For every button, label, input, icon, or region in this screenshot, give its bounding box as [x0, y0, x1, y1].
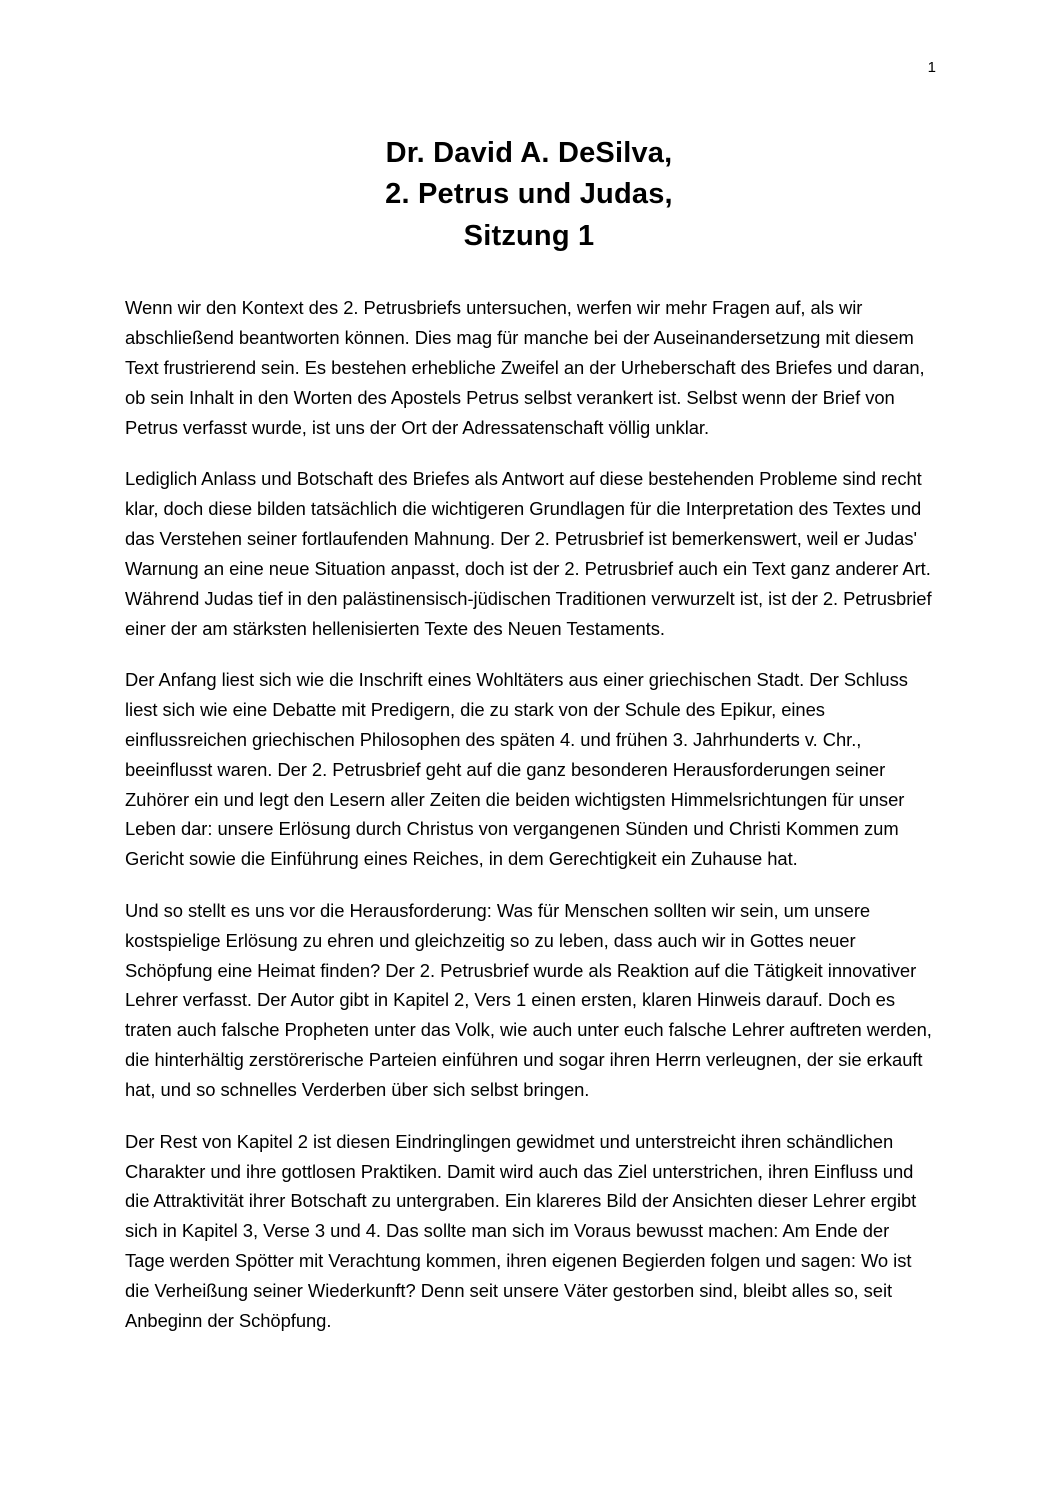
- document-body: [125, 293, 933, 1335]
- paragraph: Wenn wir den Kontext des 2. Petrusbriefs untersuchen, werfen wir mehr Fragen auf, als wir abschließend beantworten können. Dies mag für manche bei der Auseinandersetzung mit diesem Text frustrierend sein. Es bestehen erhebliche Zweifel an der Urheberschaft des Briefes und daran, ob sein Inhalt in den Worten des Apostels Petrus selbst verankert ist. Selbst wenn der Brief von Petrus verfasst wurde, ist uns der Ort der Adressatenschaft völlig unklar.: [125, 297, 925, 438]
- title-line-1: Dr. David A. DeSilva,: [385, 137, 673, 169]
- paragraph: Der Anfang liest sich wie die Inschrift eines Wohltäters aus einer griechischen Stadt. Der Schluss liest sich wie eine Debatte mit Predigern, die zu stark von der Schule des Epikur, eines einflussreichen griechischen Philosophen des späten 4. und frühen 3. Jahrhunderts v. Chr., beeinflusst waren. Der 2. Petrusbrief geht auf die ganz besonderen Herausforderungen seiner Zuhörer ein und legt den Lesern aller Zeiten die beiden wichtigsten Himmelsrichtungen für unser Leben dar: unsere Erlösung durch Christus von vergangenen Sünden und Christi Kommen zum Gericht sowie die Einführung eines Reiches, in dem Gerechtigkeit ein Zuhause hat.: [125, 669, 908, 870]
- title-line-2: 2. Petrus und Judas,: [385, 178, 673, 211]
- page-title: [125, 133, 933, 257]
- page-number: 1: [927, 59, 936, 76]
- title-line-3: Sitzung 1: [463, 219, 595, 252]
- paragraph: Lediglich Anlass und Botschaft des Briefes als Antwort auf diese bestehenden Probleme sind recht klar, doch diese bilden tatsächlich die wichtigeren Grundlagen für die Interpretation des Textes und das Verstehen seiner fortlaufenden Mahnung. Der 2. Petrusbrief ist bemerkenswert, weil er Judas' Warnung an eine neue Situation anpasst, doch ist der 2. Petrusbrief auch ein Text ganz anderer Art. Während Judas tief in den palästinensisch-jüdischen Traditionen verwurzelt ist, ist der 2. Petrusbrief einer der am stärksten hellenisierten Texte des Neuen Testaments.: [125, 468, 932, 639]
- paragraph: Der Rest von Kapitel 2 ist diesen Eindringlingen gewidmet und unterstreicht ihren schändlichen Charakter und ihre gottlosen Praktiken. Damit wird auch das Ziel unterstrichen, ihren Einfluss und die Attraktivität ihrer Botschaft zu untergraben. Ein klareres Bild der Ansichten dieser Lehrer ergibt sich in Kapitel 3, Verse 3 und 4. Das sollte man sich im Voraus bewusst machen: Am Ende der Tage werden Spötter mit Verachtung kommen, ihren eigenen Begierden folgen und sagen: Wo ist die Verheißung seiner Wiederkunft? Denn seit unsere Väter gestorben sind, bleibt alles so, seit Anbeginn der Schöpfung.: [125, 1130, 917, 1331]
- paragraph: Und so stellt es uns vor die Herausforderung: Was für Menschen sollten wir sein, um unsere kostspielige Erlösung zu ehren und gleichzeitig so zu leben, dass auch wir in Gottes neuer Schöpfung eine Heimat finden? Der 2. Petrusbrief wurde als Reaktion auf die Tätigkeit innovativer Lehrer verfasst. Der Autor gibt in Kapitel 2, Vers 1 einen ersten, klaren Hinweis darauf. Doch es traten auch falsche Propheten unter das Volk, wie auch unter euch falsche Lehrer auftreten werden, die hinterhältig zerstörerische Parteien einführen und sogar ihren Herrn verleugnen, der sie erkauft hat, und so schnelles Verderben über sich selbst bringen.: [125, 900, 932, 1100]
